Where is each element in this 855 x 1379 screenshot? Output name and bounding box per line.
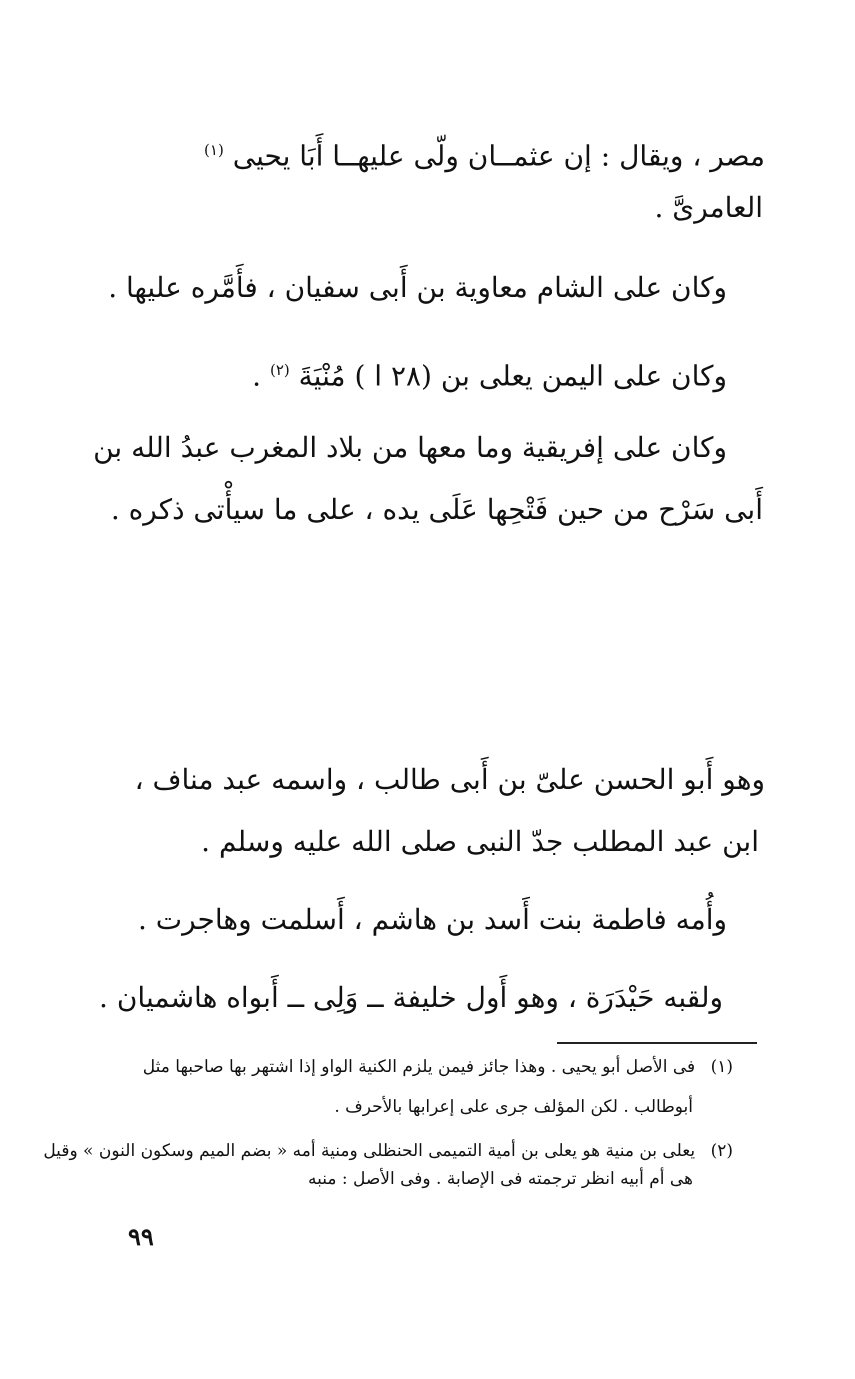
footnote-separator — [557, 1042, 757, 1044]
paragraph-4-line-1: وكان على إفريقية وما معها من بلاد المغرب عبدُ الله بن — [93, 431, 727, 464]
paragraph-7: ولقبه حَيْدَرَة ، وهو أَول خليفة ــ وَلِى ــ أَبواه هاشميان . — [99, 981, 723, 1014]
page-number: ٩٩ — [128, 1222, 154, 1251]
footnote-1-line-1-text: فى الأصل أبو يحيى . وهذا جائز فيمن يلزم الكنية الواو إذا اشتهر بها صاحبها مثل — [142, 1057, 696, 1077]
footnote-ref-1: (١) — [204, 141, 224, 159]
paragraph-4-line-2: أَبى سَرْح من حين فَتْحِها عَلَى يده ، على ما سيأْتى ذكره . — [110, 493, 763, 526]
paragraph-2: وكان على الشام معاوية بن أَبى سفيان ، فأَمَّره عليها . — [108, 271, 727, 304]
paragraph-1-line-1-text: مصر ، ويقال : إن عثمــان ولّى عليهــا أَبَا يحيى — [232, 139, 765, 173]
footnote-1-line-1 — [143, 1054, 733, 1080]
paragraph-5-line-2: ابن عبد المطلب جدّ النبى صلى الله عليه وسلم . — [201, 825, 759, 858]
paragraph-1-line-2: العامرىَّ . — [654, 191, 763, 224]
footnote-ref-2: (٢) — [269, 361, 290, 379]
paragraph-1-line-1 — [204, 130, 765, 176]
paragraph-6: وأُمه فاطمة بنت أَسد بن هاشم ، أَسلمت وهاجرت . — [137, 903, 727, 936]
footnote-2-line-1 — [43, 1138, 733, 1164]
paragraph-3 — [252, 350, 727, 396]
paragraph-5-line-1: وهو أَبو الحسن علىّ بن أَبى طالب ، واسمه عبد مناف ، — [134, 763, 765, 796]
paragraph-3-end: . — [252, 359, 262, 393]
footnote-1-number: (١) — [710, 1057, 733, 1077]
paragraph-3-text: وكان على اليمن يعلى بن (٢٨ ا ) مُنْيَةَ — [298, 359, 727, 393]
footnote-2-line-1-text: يعلى بن منية هو يعلى بن أمية التميمى الحنظلى ومنية أمه « بضم الميم وسكون النون » وقيل — [43, 1141, 696, 1161]
footnote-1-line-2: أبوطالب . لكن المؤلف جرى على إعرابها بالأحرف . — [334, 1097, 693, 1117]
footnote-2-line-2: هى أم أبيه انظر ترجمته فى الإصابة . وفى الأصل : منبه — [307, 1169, 693, 1189]
footnote-2-number: (٢) — [710, 1141, 733, 1161]
